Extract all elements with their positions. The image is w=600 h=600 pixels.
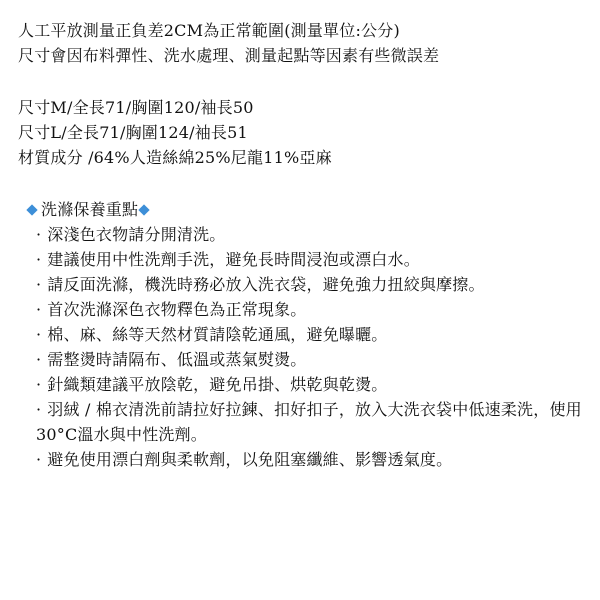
care-item [18,247,584,272]
product-description [18,18,584,472]
care-item-text: 請反面洗滌，機洗時務必放入洗衣袋，避免強力扭絞與摩擦。 [47,275,485,294]
material-spec: 材質成分 /64%人造絲綿25%尼龍11%亞麻 [18,148,332,167]
blue-diamond-icon [139,204,150,215]
care-item-text: 首次洗滌深色衣物釋色為正常現象。 [47,300,307,319]
bullet-icon: · [36,300,42,319]
blue-diamond-icon [26,204,37,215]
care-title-text: 洗滌保養重點 [41,200,139,219]
size-l-spec: 尺寸L/全長71/胸圍124/袖長51 [18,123,248,142]
size-m-spec: 尺寸M/全長71/胸圍120/袖長50 [18,98,254,117]
bullet-icon: · [36,400,42,419]
care-item-text: 需整燙時請隔布、低溫或蒸氣熨燙。 [47,350,307,369]
care-item-text: 建議使用中性洗劑手洗，避免長時間浸泡或漂白水。 [47,250,420,269]
care-item [18,347,584,372]
bullet-icon: · [36,250,42,269]
care-item-text: 羽絨 / 棉衣清洗前請拉好拉鍊、扣好扣子，放入大洗衣袋中低速柔洗，使用30°C溫水與中性洗劑。 [36,400,582,444]
bullet-icon: · [36,225,42,244]
bullet-icon: · [36,275,42,294]
bullet-icon: · [36,450,42,469]
care-item [18,297,584,322]
care-item [18,322,584,347]
care-item-text: 深淺色衣物請分開清洗。 [47,225,226,244]
care-section-title [26,197,584,222]
care-item [18,372,584,397]
care-item [18,447,584,472]
measurement-note: 人工平放測量正負差2CM為正常範圍(測量單位:公分) [18,21,400,40]
care-item-text: 棉、麻、絲等天然材質請陰乾通風，避免曝曬。 [47,325,388,344]
care-item [18,397,584,447]
care-item-text: 針織類建議平放陰乾，避免吊掛、烘乾與乾燙。 [47,375,388,394]
care-item [18,222,584,247]
error-note: 尺寸會因布料彈性、洗水處理、測量起點等因素有些微誤差 [18,46,440,65]
spacer [18,170,584,197]
care-item [18,272,584,297]
bullet-icon: · [36,375,42,394]
care-item-text: 避免使用漂白劑與柔軟劑，以免阻塞纖維、影響透氣度。 [47,450,453,469]
bullet-icon: · [36,350,42,369]
spacer [18,68,584,95]
bullet-icon: · [36,325,42,344]
care-list [18,222,584,472]
